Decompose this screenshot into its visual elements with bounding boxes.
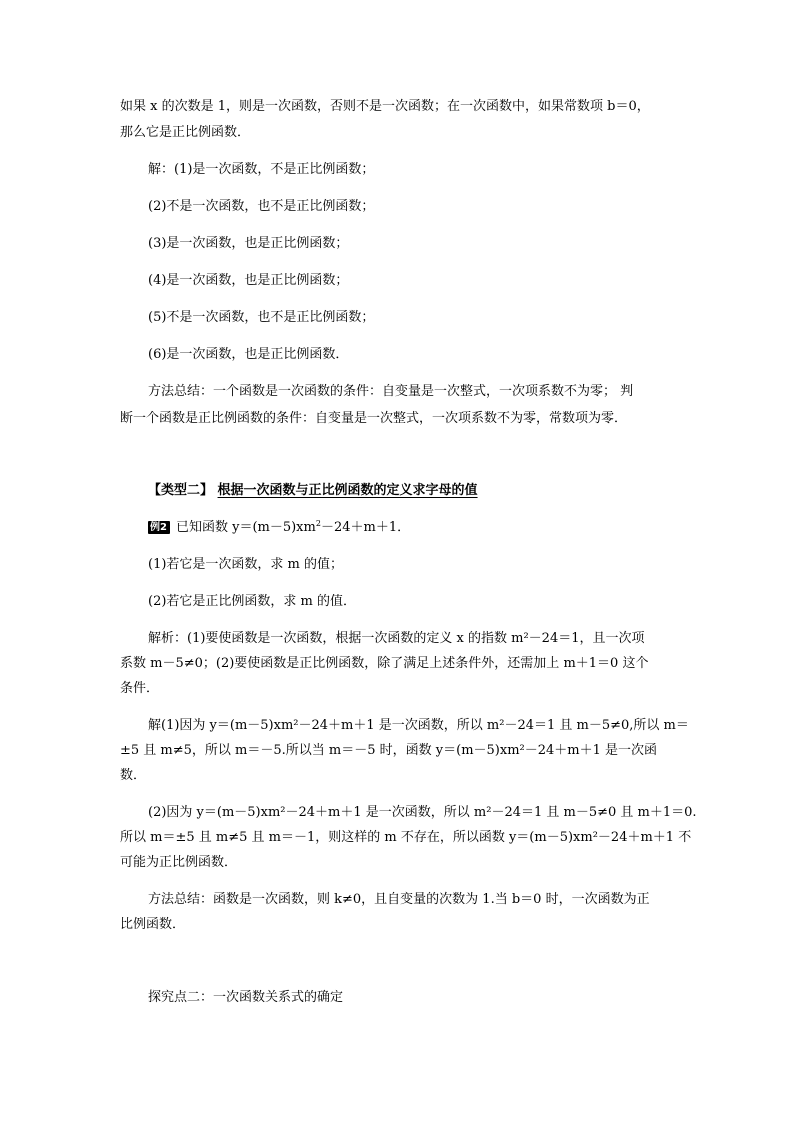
solution-item-4: (4)是一次函数，也是正比例函数； (148, 273, 349, 288)
analysis-line-1: 解析：(1)要使函数是一次函数，根据一次函数的定义 x 的指数 m²－24＝1，且一次项 (148, 631, 645, 646)
solve-2-line-2: 所以 m＝±5 且 m≠5 且 m＝－1，则这样的 m 不存在，所以函数 y＝(m－5)xm²－24＋m＋1 不 (120, 830, 692, 845)
solution-item-5: (5)不是一次函数，也不是正比例函数； (148, 310, 375, 325)
example-2-stem-sup: 2 (315, 519, 321, 528)
solve-1-line-1: 解(1)因为 y＝(m－5)xm²－24＋m＋1 是一次函数，所以 m²－24＝1 且 m－5≠0,所以 m＝ (148, 718, 689, 733)
type-two-heading (148, 482, 478, 500)
example-2-question-2: (2)若它是正比例函数，求 m 的值． (148, 594, 357, 609)
example-2-question-1: (1)若它是一次函数，求 m 的值； (148, 557, 344, 572)
solve-1-line-2: ±5 且 m≠5，所以 m＝－5.所以当 m＝－5 时，函数 y＝(m－5)xm²－24＋m＋1 是一次函 (120, 743, 658, 758)
method-summary-2-line-1: 方法总结：函数是一次函数，则 k≠0，且自变量的次数为 1.当 b＝0 时，一次函数为正 (148, 892, 650, 907)
intro-line-1: 如果 x 的次数是 1，则是一次函数，否则不是一次函数；在一次函数中，如果常数项 b＝0， (120, 99, 650, 114)
type-two-title: 根据一次函数与正比例函数的定义求字母的值 (217, 483, 478, 498)
solve-1-line-3: 数． (120, 768, 147, 783)
method-summary-1-line-2: 断一个函数是正比例函数的条件：自变量是一次整式，一次项系数不为零，常数项为零． (120, 411, 628, 426)
solution-item-1: 解：(1)是一次函数，不是正比例函数； (148, 162, 375, 177)
solution-item-2: (2)不是一次函数，也不是正比例函数； (148, 199, 375, 214)
solution-item-3: (3)是一次函数，也是正比例函数； (148, 236, 349, 251)
analysis-line-3: 条件． (120, 681, 160, 696)
intro-line-2: 那么它是正比例函数． (120, 125, 251, 140)
example-2-stem-pre: 已知函数 y＝(m－5)xm (175, 520, 316, 535)
example-badge: 例2 (148, 521, 170, 534)
example-2-stem (148, 519, 410, 537)
analysis-line-2: 系数 m－5≠0；(2)要使函数是正比例函数，除了满足上述条件外，还需加上 m＋1＝0 这个 (120, 656, 649, 671)
example-2-stem-post: －24＋m＋1． (320, 520, 411, 535)
solve-2-line-3: 可能为正比例函数． (120, 855, 238, 870)
section-two-heading: 探究点二：一次函数关系式的确定 (148, 990, 344, 1005)
solution-item-6: (6)是一次函数，也是正比例函数． (148, 347, 349, 362)
method-summary-2-line-2: 比例函数． (120, 917, 186, 932)
type-two-bracket: 【类型二】 (148, 483, 214, 498)
solve-2-line-1: (2)因为 y＝(m－5)xm²－24＋m＋1 是一次函数，所以 m²－24＝1 且 m－5≠0 且 m＋1＝0. (148, 805, 697, 820)
method-summary-1-line-1: 方法总结：一个函数是一次函数的条件：自变量是一次整式，一次项系数不为零； 判 (148, 384, 634, 399)
